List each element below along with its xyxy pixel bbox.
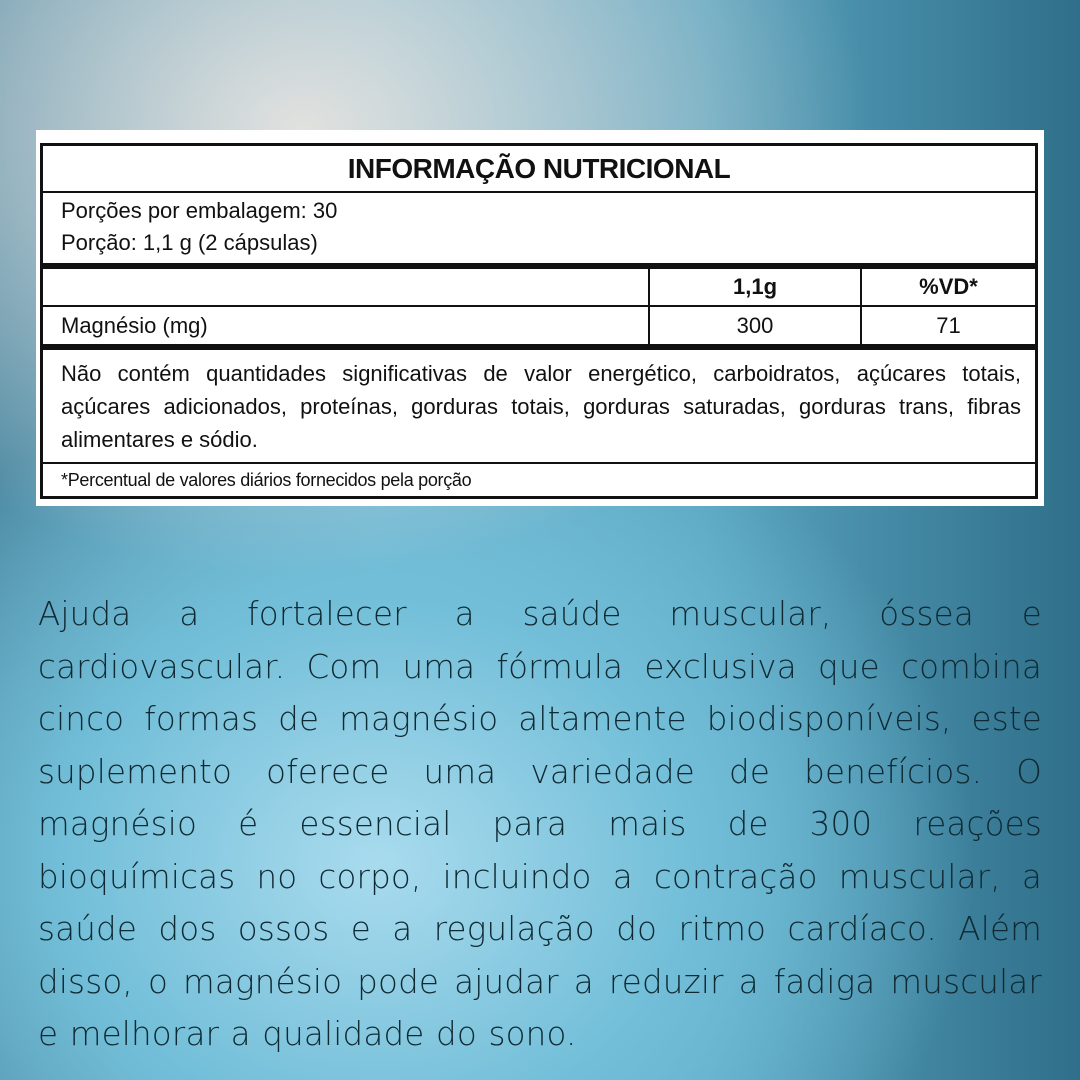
nutrition-label-card [36,130,1044,506]
nutrition-note: Não contém quantidades significativas de valor energético, carboidratos, açúcares totais, açúcares adicionados, proteínas, gorduras totais, gorduras saturadas, gorduras trans, fibras alimentares e sódio. [43,350,1035,464]
nutrient-name: Magnésio (mg) [43,306,649,344]
product-description: Ajuda a fortalecer a saúde muscular, óssea e cardiovascular. Com uma fórmula exclusiva que combina cinco formas de magnésio altamente biodisponíveis, este suplemento oferece uma variedade de benefícios. O magnésio é essencial para mais de 300 reações bioquímicas no corpo, incluindo a contração muscular, a saúde dos ossos e a regulação do ritmo cardíaco. Além disso, o magnésio pode ajudar a reduzir a fadiga muscular e melhorar a qualidade do sono. [38,595,1042,1053]
table-header-row [43,269,1035,306]
nutrient-amount: 300 [649,306,861,344]
nutrient-dv: 71 [936,312,961,338]
column-header-amount: 1,1g [649,269,861,306]
nutrition-label [40,143,1038,499]
table-row [43,306,1035,344]
nutrient-table [43,269,1035,344]
servings-per-package: Porções por embalagem: 30 [61,198,338,223]
servings-info [43,193,1035,263]
nutrition-label-title: INFORMAÇÃO NUTRICIONAL [43,146,1035,193]
serving-size: Porção: 1,1 g (2 cápsulas) [61,230,318,255]
column-header-dv: %VD* [861,269,1035,306]
column-header-nutrient [43,269,649,306]
nutrition-footnote: *Percentual de valores diários fornecidos pela porção [61,470,472,490]
